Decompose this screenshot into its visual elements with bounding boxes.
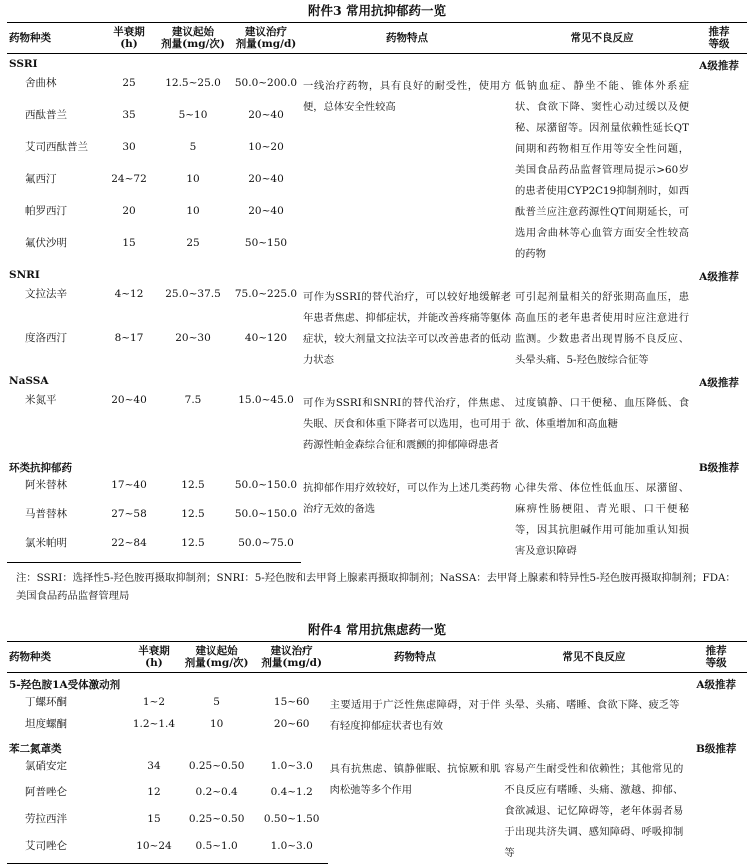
header-adverse: 常见不良反应 [502, 641, 685, 672]
start-dose: 0.5~1.0 [178, 836, 256, 864]
drug-name: 氟西汀 [7, 169, 103, 201]
start-dose: 25 [155, 233, 231, 265]
drug-name: 氯硝安定 [7, 756, 130, 783]
half-life: 34 [130, 756, 177, 783]
table-row [7, 73, 747, 105]
half-life: 4~12 [103, 284, 155, 328]
drug-name: 艾司西酞普兰 [7, 137, 103, 169]
table-row [7, 475, 747, 504]
rec-spacer [691, 390, 747, 456]
header-start: 建议起始 剂量(mg/次) [178, 641, 256, 672]
header-half-life: 半衰期 (h) [103, 23, 155, 54]
half-life: 1~2 [130, 692, 177, 715]
start-dose: 12.5 [155, 504, 231, 533]
drug-feature: 抗抑郁作用疗效较好，可以作为上述几类药物治疗无效的备选 [301, 475, 513, 562]
half-life: 15 [130, 809, 177, 836]
therapeutic-dose: 20~40 [231, 105, 301, 137]
half-life: 15 [103, 233, 155, 265]
start-dose: 12.5 [155, 475, 231, 504]
header-row [7, 641, 747, 672]
adverse-reactions: 可引起剂量相关的舒张期高血压，患高血压的老年患者使用时应注意进行监测。少数患者出现胃肠不良反应、头晕头痛、5-羟色胺综合征等 [513, 284, 691, 371]
header-rec: 推荐 等级 [685, 641, 747, 672]
start-dose: 10 [178, 714, 256, 737]
header-row [7, 23, 747, 54]
table-row [7, 284, 747, 328]
drug-name: 马普替林 [7, 504, 103, 533]
start-dose: 0.25~0.50 [178, 809, 256, 836]
recommendation-level: A级推荐 [691, 371, 747, 390]
recommendation-level: A级推荐 [691, 54, 747, 74]
group-name: SNRI [7, 265, 691, 284]
rec-spacer [685, 692, 747, 737]
drug-name: 阿米替林 [7, 475, 103, 504]
group-name: 苯二氮䓬类 [7, 737, 685, 756]
table-row [7, 390, 747, 456]
drug-name: 坦度螺酮 [7, 714, 130, 737]
therapeutic-dose: 1.0~3.0 [256, 756, 328, 783]
drug-name: 氟伏沙明 [7, 233, 103, 265]
half-life: 22~84 [103, 533, 155, 562]
table3-note: 注：SSRI：选择性5-羟色胺再摄取抑制剂；SNRI：5-羟色胺和去甲肾上腺素再摄取抑制剂；NaSSA：去甲肾上腺素和特异性5-羟色胺再摄取抑制剂；FDA：美国食品药品监督管理局 [0, 563, 754, 605]
drug-name: 西酞普兰 [7, 105, 103, 137]
recommendation-level: A级推荐 [685, 672, 747, 692]
adverse-reactions: 低钠血症、静坐不能、锥体外系症状、食欲下降、窦性心动过缓以及便秘、尿潴留等。因剂量依赖性延长QT间期和药物相互作用等安全性问题，美国食品药品监督管理局提示>60岁的患者使用CYP2C19抑制剂时，如西酞普兰应注意药源性QT间期延长，可选用舍曲林等心血管方面安全性较高的药物 [513, 73, 691, 265]
therapeutic-dose: 1.0~3.0 [256, 836, 328, 864]
therapeutic-dose: 50.0~75.0 [231, 533, 301, 562]
drug-feature: 具有抗焦虑、镇静催眠、抗惊厥和肌肉松弛等多个作用 [328, 756, 503, 864]
start-dose: 5~10 [155, 105, 231, 137]
header-half-life: 半衰期 (h) [130, 641, 177, 672]
therapeutic-dose: 20~40 [231, 201, 301, 233]
start-dose: 5 [178, 692, 256, 715]
group-row [7, 54, 747, 74]
half-life: 20~40 [103, 390, 155, 456]
group-name: 5-羟色胺1A受体激动剂 [7, 672, 685, 692]
group-name: 环类抗抑郁药 [7, 456, 691, 475]
header-dose: 建议治疗 剂量(mg/d) [256, 641, 328, 672]
therapeutic-dose: 15.0~45.0 [231, 390, 301, 456]
start-dose: 25.0~37.5 [155, 284, 231, 328]
header-drug: 药物种类 [7, 23, 103, 54]
drug-feature: 一线治疗药物，具有良好的耐受性，使用方便，总体安全性较高 [301, 73, 513, 265]
half-life: 25 [103, 73, 155, 105]
header-feature: 药物特点 [301, 23, 513, 54]
group-name: SSRI [7, 54, 691, 74]
start-dose: 10 [155, 169, 231, 201]
header-dose: 建议治疗 剂量(mg/d) [231, 23, 301, 54]
table3-caption: 附件3 常用抗抑郁药一览 [0, 0, 754, 22]
therapeutic-dose: 0.50~1.50 [256, 809, 328, 836]
group-row [7, 371, 747, 390]
adverse-reactions: 头晕、头痛、嗜睡、食欲下降、疲乏等 [502, 692, 685, 737]
header-feature: 药物特点 [328, 641, 503, 672]
rec-spacer [685, 756, 747, 864]
drug-feature: 可作为SSRI的替代治疗，可以较好地缓解老年患者焦虑、抑郁症状，并能改善疼痛等躯体症状，较大剂量文拉法辛可以改善患者的低动力状态 [301, 284, 513, 371]
header-drug: 药物种类 [7, 641, 130, 672]
start-dose: 12.5 [155, 533, 231, 562]
start-dose: 12.5~25.0 [155, 73, 231, 105]
drug-name: 艾司唑仑 [7, 836, 130, 864]
header-rec: 推荐 等级 [691, 23, 747, 54]
therapeutic-dose: 0.4~1.2 [256, 782, 328, 809]
drug-name: 米氮平 [7, 390, 103, 456]
start-dose: 7.5 [155, 390, 231, 456]
half-life: 27~58 [103, 504, 155, 533]
start-dose: 20~30 [155, 328, 231, 372]
group-row [7, 456, 747, 475]
half-life: 35 [103, 105, 155, 137]
half-life: 17~40 [103, 475, 155, 504]
half-life: 20 [103, 201, 155, 233]
therapeutic-dose: 15~60 [256, 692, 328, 715]
therapeutic-dose: 50~150 [231, 233, 301, 265]
therapeutic-dose: 20~60 [256, 714, 328, 737]
drug-name: 度洛西汀 [7, 328, 103, 372]
recommendation-level: A级推荐 [691, 265, 747, 284]
therapeutic-dose: 50.0~200.0 [231, 73, 301, 105]
table-row [7, 692, 747, 715]
start-dose: 5 [155, 137, 231, 169]
start-dose: 0.2~0.4 [178, 782, 256, 809]
therapeutic-dose: 50.0~150.0 [231, 504, 301, 533]
drug-name: 劳拉西泮 [7, 809, 130, 836]
therapeutic-dose: 20~40 [231, 169, 301, 201]
half-life: 1.2~1.4 [130, 714, 177, 737]
therapeutic-dose: 40~120 [231, 328, 301, 372]
rec-spacer [691, 284, 747, 371]
start-dose: 0.25~0.50 [178, 756, 256, 783]
recommendation-level: B级推荐 [691, 456, 747, 475]
start-dose: 10 [155, 201, 231, 233]
recommendation-level: B级推荐 [685, 737, 747, 756]
half-life: 8~17 [103, 328, 155, 372]
therapeutic-dose: 50.0~150.0 [231, 475, 301, 504]
group-row [7, 265, 747, 284]
group-row [7, 672, 747, 692]
drug-name: 丁螺环酮 [7, 692, 130, 715]
drug-name: 帕罗西汀 [7, 201, 103, 233]
table-row [7, 756, 747, 783]
half-life: 10~24 [130, 836, 177, 864]
drug-feature: 可作为SSRI和SNRI的替代治疗，伴焦虑、失眠、厌食和体重下降者可以选用，也可用于药源性帕金森综合征和震颤的抑郁障碍患者 [301, 390, 513, 456]
table3-table [7, 22, 747, 563]
group-row [7, 737, 747, 756]
adverse-reactions: 心律失常、体位性低血压、尿潴留、麻痹性肠梗阻、青光眼、口干便秘等，因其抗胆碱作用可能加重认知损害及意识障碍 [513, 475, 691, 562]
therapeutic-dose: 10~20 [231, 137, 301, 169]
half-life: 12 [130, 782, 177, 809]
adverse-reactions: 容易产生耐受性和依赖性；其他常见的不良反应有嗜睡、头痛、激越、抑郁、食欲减退、记忆障碍等，老年体弱者易于出现共济失调、感知障碍、呼吸抑制等 [502, 756, 685, 864]
rec-spacer [691, 73, 747, 265]
drug-feature: 主要适用于广泛性焦虑障碍，对于伴有轻度抑郁症状者也有效 [328, 692, 503, 737]
table4-table [7, 641, 747, 864]
drug-name: 氯米帕明 [7, 533, 103, 562]
drug-name: 阿普唑仑 [7, 782, 130, 809]
header-start: 建议起始 剂量(mg/次) [155, 23, 231, 54]
half-life: 24~72 [103, 169, 155, 201]
header-adverse: 常见不良反应 [513, 23, 691, 54]
drug-name: 文拉法辛 [7, 284, 103, 328]
group-name: NaSSA [7, 371, 691, 390]
rec-spacer [691, 475, 747, 562]
half-life: 30 [103, 137, 155, 169]
adverse-reactions: 过度镇静、口干便秘、血压降低、食欲、体重增加和高血糖 [513, 390, 691, 456]
therapeutic-dose: 75.0~225.0 [231, 284, 301, 328]
drug-name: 舍曲林 [7, 73, 103, 105]
table4-caption: 附件4 常用抗焦虑药一览 [0, 619, 754, 641]
